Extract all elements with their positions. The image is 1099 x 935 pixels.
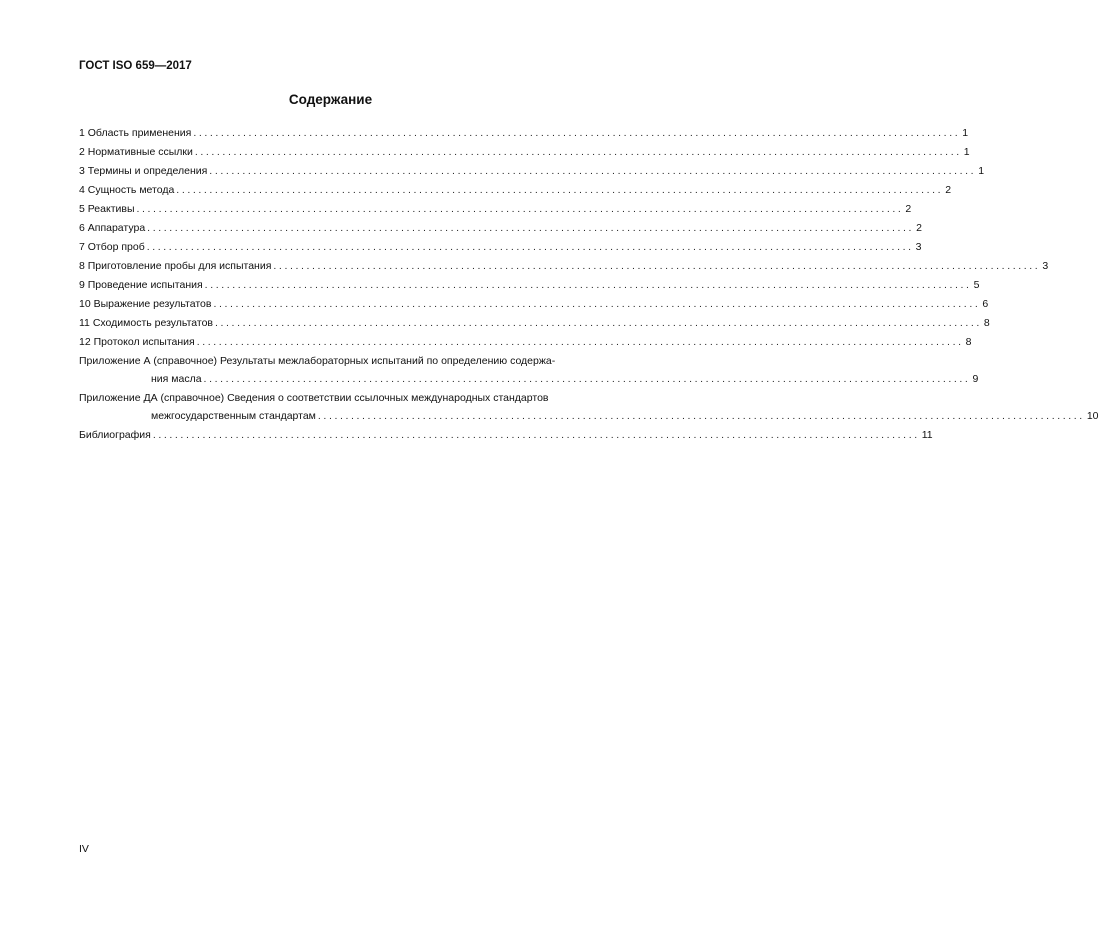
document-code: ГОСТ ISO 659—2017 [79, 60, 192, 72]
toc-entry[interactable] [79, 333, 972, 352]
toc-entry-page: 2 [916, 222, 922, 234]
toc-entry-page: 11 [921, 429, 933, 441]
toc-entry-page: 8 [983, 317, 990, 329]
toc-entry-page: 2 [945, 184, 952, 196]
toc-appendix-a-title: Приложение А (справочное) Результаты межлабораторных испытаний по определению содержа- [79, 355, 556, 367]
toc-entry-page: 10 [1086, 410, 1099, 422]
toc-entry[interactable] [79, 314, 990, 333]
toc-entry[interactable] [79, 162, 985, 181]
toc-leader-dots: ........................................................................................................................................... [193, 127, 961, 139]
toc-entry-title: 10 Выражение результатов [79, 298, 212, 310]
toc-entry[interactable] [79, 124, 969, 143]
toc-appendix-da-continuation [79, 407, 1099, 426]
toc-leader-dots: ........................................................................................................................................... [152, 429, 920, 441]
page-number: IV [79, 843, 89, 855]
toc-entry-title: межгосударственным стандартам [151, 410, 316, 422]
toc-entry[interactable] [79, 238, 922, 257]
toc-title: Содержание [288, 92, 373, 107]
toc-appendix-da[interactable] [79, 389, 1099, 426]
toc-entry-title: 6 Аппаратура [79, 222, 146, 234]
toc-leader-dots: ........................................................................................................................................... [209, 165, 977, 177]
toc-leader-dots: ........................................................................................................................................... [273, 260, 1041, 272]
toc-leader-dots: ........................................................................................................................................... [196, 336, 964, 348]
toc-entry-title: 7 Отбор проб [79, 241, 145, 253]
toc-entry-page: 2 [905, 203, 912, 215]
toc-leader-dots: ........................................................................................................................................... [204, 279, 972, 291]
toc-entry-title: 1 Область применения [79, 127, 192, 139]
table-of-contents [79, 124, 1099, 445]
toc-entry[interactable] [79, 276, 980, 295]
toc-appendix-a-continuation [79, 370, 979, 389]
toc-entry[interactable] [79, 257, 1049, 276]
toc-leader-dots: ........................................................................................................................................... [215, 317, 982, 329]
toc-entry-title: 2 Нормативные ссылки [79, 146, 193, 158]
toc-entry-title: 12 Протокол испытания [79, 336, 195, 348]
toc-leader-dots: ........................................................................................................................................... [213, 298, 981, 310]
toc-leader-dots: ........................................................................................................................................... [317, 410, 1085, 422]
toc-appendix-a[interactable] [79, 352, 979, 389]
toc-entry-title: ния масла [151, 373, 202, 385]
toc-leader-dots: ........................................................................................................................................... [176, 184, 944, 196]
toc-entry-page: 3 [1042, 260, 1049, 272]
toc-entry-title: 8 Приготовление пробы для испытания [79, 260, 272, 272]
toc-leader-dots: ........................................................................................................................................... [203, 373, 971, 385]
toc-entry[interactable] [79, 295, 989, 314]
toc-entry-page: 9 [972, 373, 979, 385]
toc-entry-title: 5 Реактивы [79, 203, 135, 215]
toc-entry[interactable] [79, 143, 970, 162]
toc-bibliography[interactable] [79, 426, 933, 445]
toc-entry-page: 1 [963, 146, 970, 158]
toc-entry-title: 3 Термины и определения [79, 165, 208, 177]
toc-entry-page: 8 [965, 336, 972, 348]
toc-entry-page: 6 [982, 298, 989, 310]
toc-leader-dots: ........................................................................................................................................... [147, 222, 915, 234]
toc-entry-title: 4 Сущность метода [79, 184, 175, 196]
toc-leader-dots: ........................................................................................................................................... [146, 241, 914, 253]
toc-entry-page: 1 [978, 165, 985, 177]
toc-entry-title: 9 Проведение испытания [79, 279, 203, 291]
toc-entry-title: Библиография [79, 429, 151, 441]
toc-entry[interactable] [79, 200, 912, 219]
toc-entry-page: 3 [915, 241, 922, 253]
toc-leader-dots: ........................................................................................................................................... [136, 203, 904, 215]
toc-entry[interactable] [79, 181, 952, 200]
toc-leader-dots: ........................................................................................................................................... [194, 146, 962, 158]
toc-entry[interactable] [79, 219, 922, 238]
toc-entry-page: 5 [973, 279, 980, 291]
toc-appendix-da-title: Приложение ДА (справочное) Сведения о соответствии ссылочных международных стандартов [79, 392, 549, 404]
toc-entry-page: 1 [962, 127, 969, 139]
toc-entry-title: 11 Сходимость результатов [79, 317, 213, 329]
